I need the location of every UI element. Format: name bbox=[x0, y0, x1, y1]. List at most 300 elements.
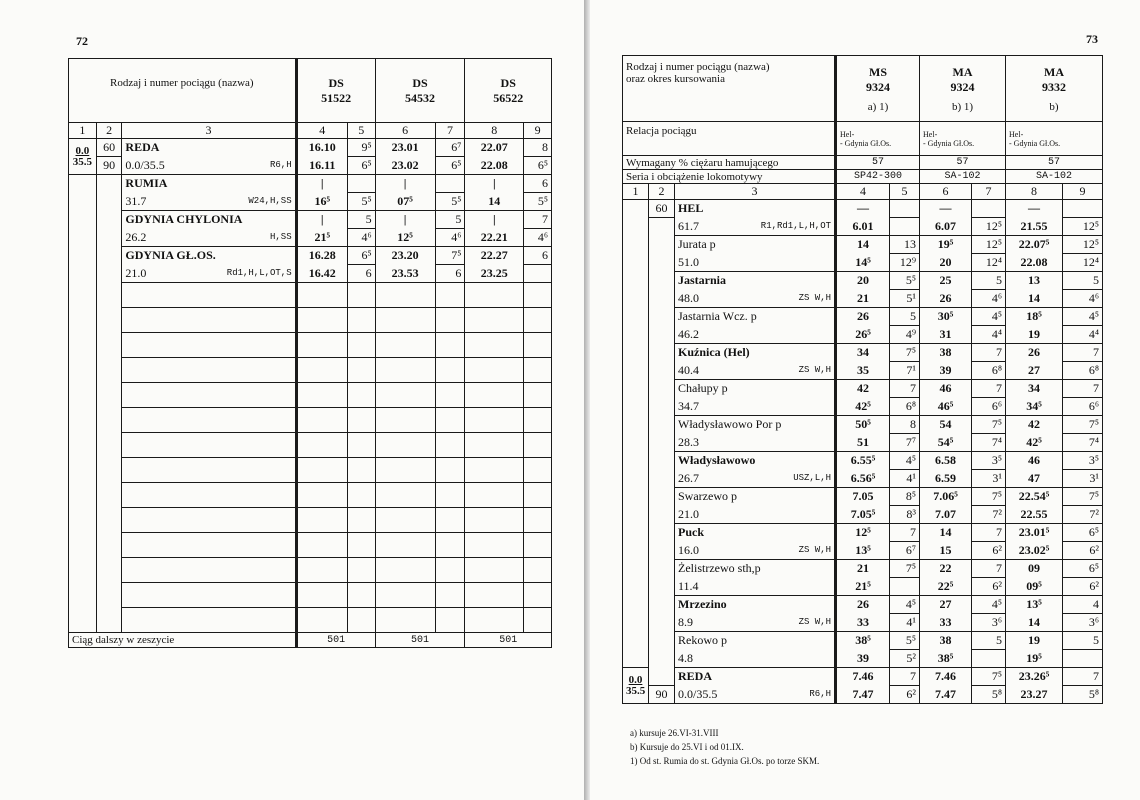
station-row bbox=[623, 452, 1103, 470]
sub-time-cell: 3⁶ bbox=[1063, 614, 1103, 632]
station-km: 4.8 bbox=[675, 650, 836, 668]
sub-time-cell: 9⁵ bbox=[347, 139, 375, 157]
empty-row bbox=[69, 583, 552, 608]
station-name: Chałupy p bbox=[675, 380, 836, 398]
time-cell: 14 bbox=[920, 524, 972, 542]
time-cell: | bbox=[465, 175, 524, 193]
time-cell: 33 bbox=[920, 614, 972, 632]
speed-cell: 60 bbox=[649, 200, 675, 218]
time-cell: 23.26⁵ bbox=[1006, 668, 1063, 686]
station-name: Władysławowo Por p bbox=[675, 416, 836, 434]
speed-cell bbox=[649, 524, 675, 542]
time-cell: 23.01 bbox=[375, 139, 435, 157]
time-cell: 51 bbox=[836, 434, 890, 452]
train-header-0: MS 9324 a) 1) bbox=[836, 56, 920, 122]
station-row bbox=[623, 488, 1103, 506]
station-row bbox=[623, 200, 1103, 218]
speed-cell bbox=[649, 236, 675, 254]
time-cell: 16.42 bbox=[296, 265, 347, 283]
time-cell: 38⁵ bbox=[836, 632, 890, 650]
sub-time-cell: 7⁵ bbox=[972, 488, 1006, 506]
station-codes: ZS W,H bbox=[798, 365, 832, 376]
time-cell: 39 bbox=[920, 362, 972, 380]
station-row bbox=[623, 380, 1103, 398]
station-row bbox=[623, 632, 1103, 650]
station-km: 61.7 R1,Rd1,L,H,OT bbox=[675, 218, 836, 236]
time-cell: 34 bbox=[1006, 380, 1063, 398]
station-name: Rekowo p bbox=[675, 632, 836, 650]
sub-time-cell: 3⁵ bbox=[1063, 452, 1103, 470]
time-cell: 54 bbox=[920, 416, 972, 434]
time-cell: 46 bbox=[1006, 452, 1063, 470]
time-cell: 23.02 bbox=[375, 157, 435, 175]
empty-row bbox=[69, 433, 552, 458]
time-cell: 20 bbox=[920, 254, 972, 272]
sub-time-cell: 5⁵ bbox=[524, 193, 552, 211]
time-cell: 34⁵ bbox=[1006, 398, 1063, 416]
speed-cell bbox=[649, 632, 675, 650]
sub-time-cell: 7¹ bbox=[890, 362, 920, 380]
empty-row bbox=[69, 408, 552, 433]
speed-cell bbox=[649, 488, 675, 506]
time-cell: 42⁵ bbox=[836, 398, 890, 416]
sub-time-cell: 7⁴ bbox=[1063, 434, 1103, 452]
time-cell: 47 bbox=[1006, 470, 1063, 488]
station-row bbox=[623, 236, 1103, 254]
sub-time-cell: 5 bbox=[347, 211, 375, 229]
time-cell: 38 bbox=[920, 632, 972, 650]
sub-time-cell bbox=[435, 175, 465, 193]
time-cell: 22 bbox=[920, 560, 972, 578]
time-cell: 22⁵ bbox=[920, 578, 972, 596]
header-label: Rodzaj i numer pociągu (nazwa) oraz okres kursowania bbox=[623, 56, 836, 122]
timetable-right bbox=[622, 55, 1103, 704]
station-codes: ZS W,H bbox=[798, 617, 832, 628]
time-cell: 7.05⁵ bbox=[836, 506, 890, 524]
sub-time-cell: 4¹ bbox=[890, 614, 920, 632]
empty-row bbox=[69, 558, 552, 583]
sub-time-cell: 6² bbox=[972, 542, 1006, 560]
station-name: Jastarnia bbox=[675, 272, 836, 290]
time-cell: — bbox=[836, 200, 890, 218]
speed-cell bbox=[649, 416, 675, 434]
time-cell: 15 bbox=[920, 542, 972, 560]
station-row bbox=[623, 470, 1103, 488]
speed-cell bbox=[649, 560, 675, 578]
sub-time-cell: 6⁸ bbox=[972, 362, 1006, 380]
time-cell: 23.02⁵ bbox=[1006, 542, 1063, 560]
sub-time-cell: 5 bbox=[890, 308, 920, 326]
station-row bbox=[623, 686, 1103, 704]
column-numbers: 1 2 3 4 5 6 7 8 9 bbox=[69, 123, 552, 139]
sub-time-cell: 7⁵ bbox=[1063, 416, 1103, 434]
sub-time-cell bbox=[890, 578, 920, 596]
footer-row bbox=[69, 633, 552, 648]
sub-time-cell: 6² bbox=[972, 578, 1006, 596]
speed-cell: 60 bbox=[96, 139, 122, 157]
sub-time-cell: 5 bbox=[1063, 632, 1103, 650]
sub-time-cell: 7² bbox=[1063, 506, 1103, 524]
sub-time-cell: 12⁵ bbox=[972, 236, 1006, 254]
time-cell: 30⁵ bbox=[920, 308, 972, 326]
time-cell: 27 bbox=[920, 596, 972, 614]
speed-cell bbox=[649, 434, 675, 452]
time-cell: 46 bbox=[920, 380, 972, 398]
sub-time-cell: 4 bbox=[1063, 596, 1103, 614]
sub-time-cell: 4¹ bbox=[890, 470, 920, 488]
sub-time-cell bbox=[524, 265, 552, 283]
empty-row bbox=[69, 383, 552, 408]
station-km: 0.0/35.5 R6,H bbox=[675, 686, 836, 704]
time-cell: 12⁵ bbox=[836, 524, 890, 542]
time-cell: 21 bbox=[836, 560, 890, 578]
sub-time-cell: 6⁶ bbox=[1063, 398, 1103, 416]
station-name: Jurata p bbox=[675, 236, 836, 254]
continued-code: 501 bbox=[375, 633, 465, 648]
sub-time-cell: 6⁵ bbox=[1063, 560, 1103, 578]
sub-time-cell: 12⁴ bbox=[1063, 254, 1103, 272]
empty-row bbox=[69, 333, 552, 358]
sub-time-cell: 6 bbox=[435, 265, 465, 283]
time-cell: 14 bbox=[465, 193, 524, 211]
timetable-left bbox=[68, 58, 552, 648]
sub-time-cell: 7 bbox=[890, 524, 920, 542]
sub-time-cell: 4⁵ bbox=[890, 596, 920, 614]
train-header-2: DS 56522 bbox=[465, 59, 552, 123]
time-cell: 26⁵ bbox=[836, 326, 890, 344]
time-cell: 21.55 bbox=[1006, 218, 1063, 236]
speed-cell bbox=[96, 247, 122, 265]
time-cell: 35 bbox=[836, 362, 890, 380]
sub-time-cell: 7 bbox=[1063, 344, 1103, 362]
time-cell: | bbox=[465, 211, 524, 229]
sub-time-cell: 6⁵ bbox=[347, 157, 375, 175]
sub-time-cell: 3¹ bbox=[972, 470, 1006, 488]
station-row bbox=[69, 175, 552, 193]
speed-cell bbox=[649, 290, 675, 308]
sub-time-cell bbox=[347, 175, 375, 193]
sub-time-cell: 7⁵ bbox=[972, 668, 1006, 686]
time-cell: 21⁵ bbox=[836, 578, 890, 596]
sub-time-cell: 5¹ bbox=[890, 290, 920, 308]
time-cell: 19⁵ bbox=[920, 236, 972, 254]
time-cell: 21 bbox=[836, 290, 890, 308]
station-row bbox=[623, 290, 1103, 308]
sub-time-cell bbox=[972, 200, 1006, 218]
station-codes: R1,Rd1,L,H,OT bbox=[760, 221, 832, 232]
station-km: 26.2 H,SS bbox=[122, 229, 296, 247]
station-codes: ZS W,H bbox=[798, 545, 832, 556]
station-row bbox=[69, 211, 552, 229]
sub-time-cell: 5⁸ bbox=[972, 686, 1006, 704]
continued-code: 501 bbox=[465, 633, 552, 648]
station-name: Żelistrzewo sth,p bbox=[675, 560, 836, 578]
sub-time-cell: 4⁴ bbox=[972, 326, 1006, 344]
sub-time-cell: 7 bbox=[890, 668, 920, 686]
speed-cell bbox=[96, 193, 122, 211]
sub-time-cell: 7 bbox=[890, 380, 920, 398]
time-cell: 6.01 bbox=[836, 218, 890, 236]
station-row bbox=[623, 434, 1103, 452]
sub-time-cell: 5 bbox=[972, 272, 1006, 290]
station-row bbox=[69, 157, 552, 175]
time-cell: 21⁵ bbox=[296, 229, 347, 247]
time-cell: 26 bbox=[920, 290, 972, 308]
station-row bbox=[623, 344, 1103, 362]
station-row bbox=[623, 650, 1103, 668]
speed-cell bbox=[96, 175, 122, 193]
station-row bbox=[623, 542, 1103, 560]
time-cell: 23.20 bbox=[375, 247, 435, 265]
time-cell: 38⁵ bbox=[920, 650, 972, 668]
time-cell: 19⁵ bbox=[1006, 650, 1063, 668]
time-cell: 23.27 bbox=[1006, 686, 1063, 704]
station-km: 51.0 bbox=[675, 254, 836, 272]
sub-time-cell: 7² bbox=[972, 506, 1006, 524]
time-cell: — bbox=[1006, 200, 1063, 218]
sub-time-cell: 7⁵ bbox=[1063, 488, 1103, 506]
station-row bbox=[623, 398, 1103, 416]
time-cell: 7.47 bbox=[836, 686, 890, 704]
time-cell: 19 bbox=[1006, 632, 1063, 650]
time-cell: 54⁵ bbox=[920, 434, 972, 452]
sub-time-cell: 5 bbox=[435, 211, 465, 229]
station-name: GDYNIA CHYLONIA bbox=[122, 211, 296, 229]
speed-cell bbox=[96, 211, 122, 229]
time-cell: 16⁵ bbox=[296, 193, 347, 211]
sub-time-cell: 12⁵ bbox=[1063, 236, 1103, 254]
time-cell: 42 bbox=[1006, 416, 1063, 434]
time-cell: 22.55 bbox=[1006, 506, 1063, 524]
empty-row bbox=[69, 458, 552, 483]
station-km: 21.0 bbox=[675, 506, 836, 524]
speed-cell bbox=[649, 344, 675, 362]
speed-cell bbox=[649, 614, 675, 632]
sub-time-cell: 7⁵ bbox=[972, 416, 1006, 434]
speed-cell: 90 bbox=[649, 686, 675, 704]
station-row bbox=[69, 139, 552, 157]
station-row bbox=[623, 362, 1103, 380]
sub-time-cell: 6⁷ bbox=[435, 139, 465, 157]
sub-time-cell: 6⁸ bbox=[890, 398, 920, 416]
speed-cell bbox=[649, 380, 675, 398]
time-cell: 38 bbox=[920, 344, 972, 362]
speed-cell bbox=[649, 272, 675, 290]
station-codes: H,SS bbox=[270, 232, 292, 243]
station-km: 16.0 ZS W,H bbox=[675, 542, 836, 560]
time-cell: 7.05 bbox=[836, 488, 890, 506]
time-cell: 19 bbox=[1006, 326, 1063, 344]
brake-row: Wymagany % ciężaru hamującego 57 57 57 bbox=[623, 156, 1103, 170]
sub-time-cell: 4⁶ bbox=[1063, 290, 1103, 308]
time-cell: 7.07 bbox=[920, 506, 972, 524]
speed-cell bbox=[96, 265, 122, 283]
sub-time-cell: 6⁵ bbox=[1063, 524, 1103, 542]
station-row bbox=[623, 308, 1103, 326]
time-cell: 22.27 bbox=[465, 247, 524, 265]
station-row bbox=[623, 218, 1103, 236]
station-codes: R6,H bbox=[809, 689, 832, 700]
train-header-2: MA 9332 b) bbox=[1006, 56, 1103, 122]
time-cell: 22.08 bbox=[465, 157, 524, 175]
time-cell: 25 bbox=[920, 272, 972, 290]
sub-time-cell: 6⁵ bbox=[435, 157, 465, 175]
time-cell: 09⁵ bbox=[1006, 578, 1063, 596]
station-km: 26.7 USZ,L,H bbox=[675, 470, 836, 488]
time-cell: 34 bbox=[836, 344, 890, 362]
page-number: 73 bbox=[1086, 32, 1098, 46]
sub-time-cell: 4⁶ bbox=[972, 290, 1006, 308]
station-row bbox=[623, 668, 1103, 686]
speed-cell bbox=[649, 254, 675, 272]
station-name: Puck bbox=[675, 524, 836, 542]
empty-row bbox=[69, 508, 552, 533]
time-cell: 18⁵ bbox=[1006, 308, 1063, 326]
sub-time-cell: 6⁸ bbox=[1063, 362, 1103, 380]
sub-time-cell: 7⁵ bbox=[890, 560, 920, 578]
time-cell: 16.10 bbox=[296, 139, 347, 157]
station-row bbox=[69, 193, 552, 211]
time-cell: | bbox=[296, 211, 347, 229]
station-codes: W24,H,SS bbox=[248, 196, 292, 207]
sub-time-cell: 7⁵ bbox=[890, 344, 920, 362]
time-cell: 26 bbox=[1006, 344, 1063, 362]
sub-time-cell: 4⁵ bbox=[1063, 308, 1103, 326]
sub-time-cell: 4⁶ bbox=[524, 229, 552, 247]
time-cell: 6.56⁵ bbox=[836, 470, 890, 488]
sub-time-cell bbox=[1063, 650, 1103, 668]
time-cell: 42⁵ bbox=[1006, 434, 1063, 452]
station-row bbox=[69, 265, 552, 283]
station-row bbox=[69, 247, 552, 265]
sub-time-cell: 13 bbox=[890, 236, 920, 254]
sub-time-cell: 6² bbox=[1063, 542, 1103, 560]
time-cell: 6.07 bbox=[920, 218, 972, 236]
time-cell: 7.46 bbox=[836, 668, 890, 686]
sub-time-cell: 5⁵ bbox=[435, 193, 465, 211]
time-cell: 7.06⁵ bbox=[920, 488, 972, 506]
sub-time-cell: 5 bbox=[972, 632, 1006, 650]
station-row bbox=[623, 596, 1103, 614]
sub-time-cell: 6⁶ bbox=[972, 398, 1006, 416]
sub-time-cell: 5⁵ bbox=[347, 193, 375, 211]
sub-time-cell: 7 bbox=[1063, 380, 1103, 398]
empty-row bbox=[69, 483, 552, 508]
sub-time-cell: 7 bbox=[972, 560, 1006, 578]
station-name: Kuźnica (Hel) bbox=[675, 344, 836, 362]
station-name: GDYNIA GŁ.OS. bbox=[122, 247, 296, 265]
sub-time-cell: 5 bbox=[1063, 272, 1103, 290]
speed-cell bbox=[649, 578, 675, 596]
speed-cell bbox=[649, 218, 675, 236]
column-numbers: 1 2 3 4 5 6 7 8 9 bbox=[623, 184, 1103, 200]
sub-time-cell: 4⁶ bbox=[435, 229, 465, 247]
time-cell: | bbox=[296, 175, 347, 193]
sub-time-cell: 12⁵ bbox=[1063, 218, 1103, 236]
speed-cell bbox=[649, 452, 675, 470]
time-cell: 22.54⁵ bbox=[1006, 488, 1063, 506]
station-codes: R6,H bbox=[270, 160, 292, 171]
km-cell: 0.0 35.5 bbox=[69, 139, 97, 175]
sub-time-cell: 6⁷ bbox=[890, 542, 920, 560]
time-cell: 09 bbox=[1006, 560, 1063, 578]
time-cell: 14 bbox=[1006, 290, 1063, 308]
time-cell: 23.53 bbox=[375, 265, 435, 283]
speed-cell bbox=[649, 650, 675, 668]
station-row bbox=[623, 416, 1103, 434]
sub-time-cell: 7 bbox=[972, 380, 1006, 398]
time-cell: 16.28 bbox=[296, 247, 347, 265]
speed-cell bbox=[649, 506, 675, 524]
sub-time-cell: 3⁵ bbox=[972, 452, 1006, 470]
series-row: Seria i obciążenie lokomotywy SP42-300 SA-102 SA-102 bbox=[623, 170, 1103, 184]
speed-cell bbox=[649, 542, 675, 560]
time-cell: 26 bbox=[836, 308, 890, 326]
sub-time-cell: 6 bbox=[524, 247, 552, 265]
station-row bbox=[623, 614, 1103, 632]
time-cell: 22.21 bbox=[465, 229, 524, 247]
speed-cell bbox=[649, 668, 675, 686]
time-cell: 6.55⁵ bbox=[836, 452, 890, 470]
train-header-0: DS 51522 bbox=[296, 59, 375, 123]
continued-code: 501 bbox=[296, 633, 375, 648]
speed-cell bbox=[649, 596, 675, 614]
time-cell: 33 bbox=[836, 614, 890, 632]
sub-time-cell bbox=[890, 218, 920, 236]
sub-time-cell: 7 bbox=[1063, 668, 1103, 686]
station-km: 40.4 ZS W,H bbox=[675, 362, 836, 380]
header-label: Rodzaj i numer pociągu (nazwa) bbox=[69, 59, 297, 123]
time-cell: | bbox=[375, 175, 435, 193]
time-cell: 23.01⁵ bbox=[1006, 524, 1063, 542]
time-cell: 6.59 bbox=[920, 470, 972, 488]
time-cell: 14 bbox=[836, 236, 890, 254]
station-codes: Rd1,H,L,OT,S bbox=[226, 268, 292, 279]
station-name: HEL bbox=[675, 200, 836, 218]
page-number: 72 bbox=[76, 34, 88, 48]
empty-row bbox=[69, 283, 552, 308]
station-km: 11.4 bbox=[675, 578, 836, 596]
sub-time-cell: 6⁵ bbox=[347, 247, 375, 265]
time-cell: 27 bbox=[1006, 362, 1063, 380]
station-name: Swarzewo p bbox=[675, 488, 836, 506]
station-km: 0.0/35.5 R6,H bbox=[122, 157, 296, 175]
speed-cell bbox=[649, 308, 675, 326]
right-page bbox=[590, 0, 1140, 800]
relation-row: Relacja pociągu Hel- - Gdynia Gł.Os. Hel- - Gdynia Gł.Os. Hel- - Gdynia Gł.Os. bbox=[623, 122, 1103, 156]
station-row bbox=[623, 524, 1103, 542]
station-row bbox=[623, 560, 1103, 578]
station-row bbox=[623, 506, 1103, 524]
time-cell: 26 bbox=[836, 596, 890, 614]
speed-cell bbox=[96, 229, 122, 247]
time-cell: 42 bbox=[836, 380, 890, 398]
empty-row bbox=[69, 533, 552, 558]
station-name: REDA bbox=[675, 668, 836, 686]
time-cell: 07⁵ bbox=[375, 193, 435, 211]
sub-time-cell: 3⁶ bbox=[972, 614, 1006, 632]
speed-cell bbox=[649, 362, 675, 380]
station-km: 31.7 W24,H,SS bbox=[122, 193, 296, 211]
time-cell: 12⁵ bbox=[375, 229, 435, 247]
station-codes: USZ,L,H bbox=[793, 473, 832, 484]
time-cell: 7.47 bbox=[920, 686, 972, 704]
sub-time-cell: 5⁵ bbox=[890, 272, 920, 290]
time-cell: 23.25 bbox=[465, 265, 524, 283]
sub-time-cell: 4⁵ bbox=[890, 452, 920, 470]
sub-time-cell: 7⁷ bbox=[890, 434, 920, 452]
sub-time-cell: 4⁶ bbox=[347, 229, 375, 247]
